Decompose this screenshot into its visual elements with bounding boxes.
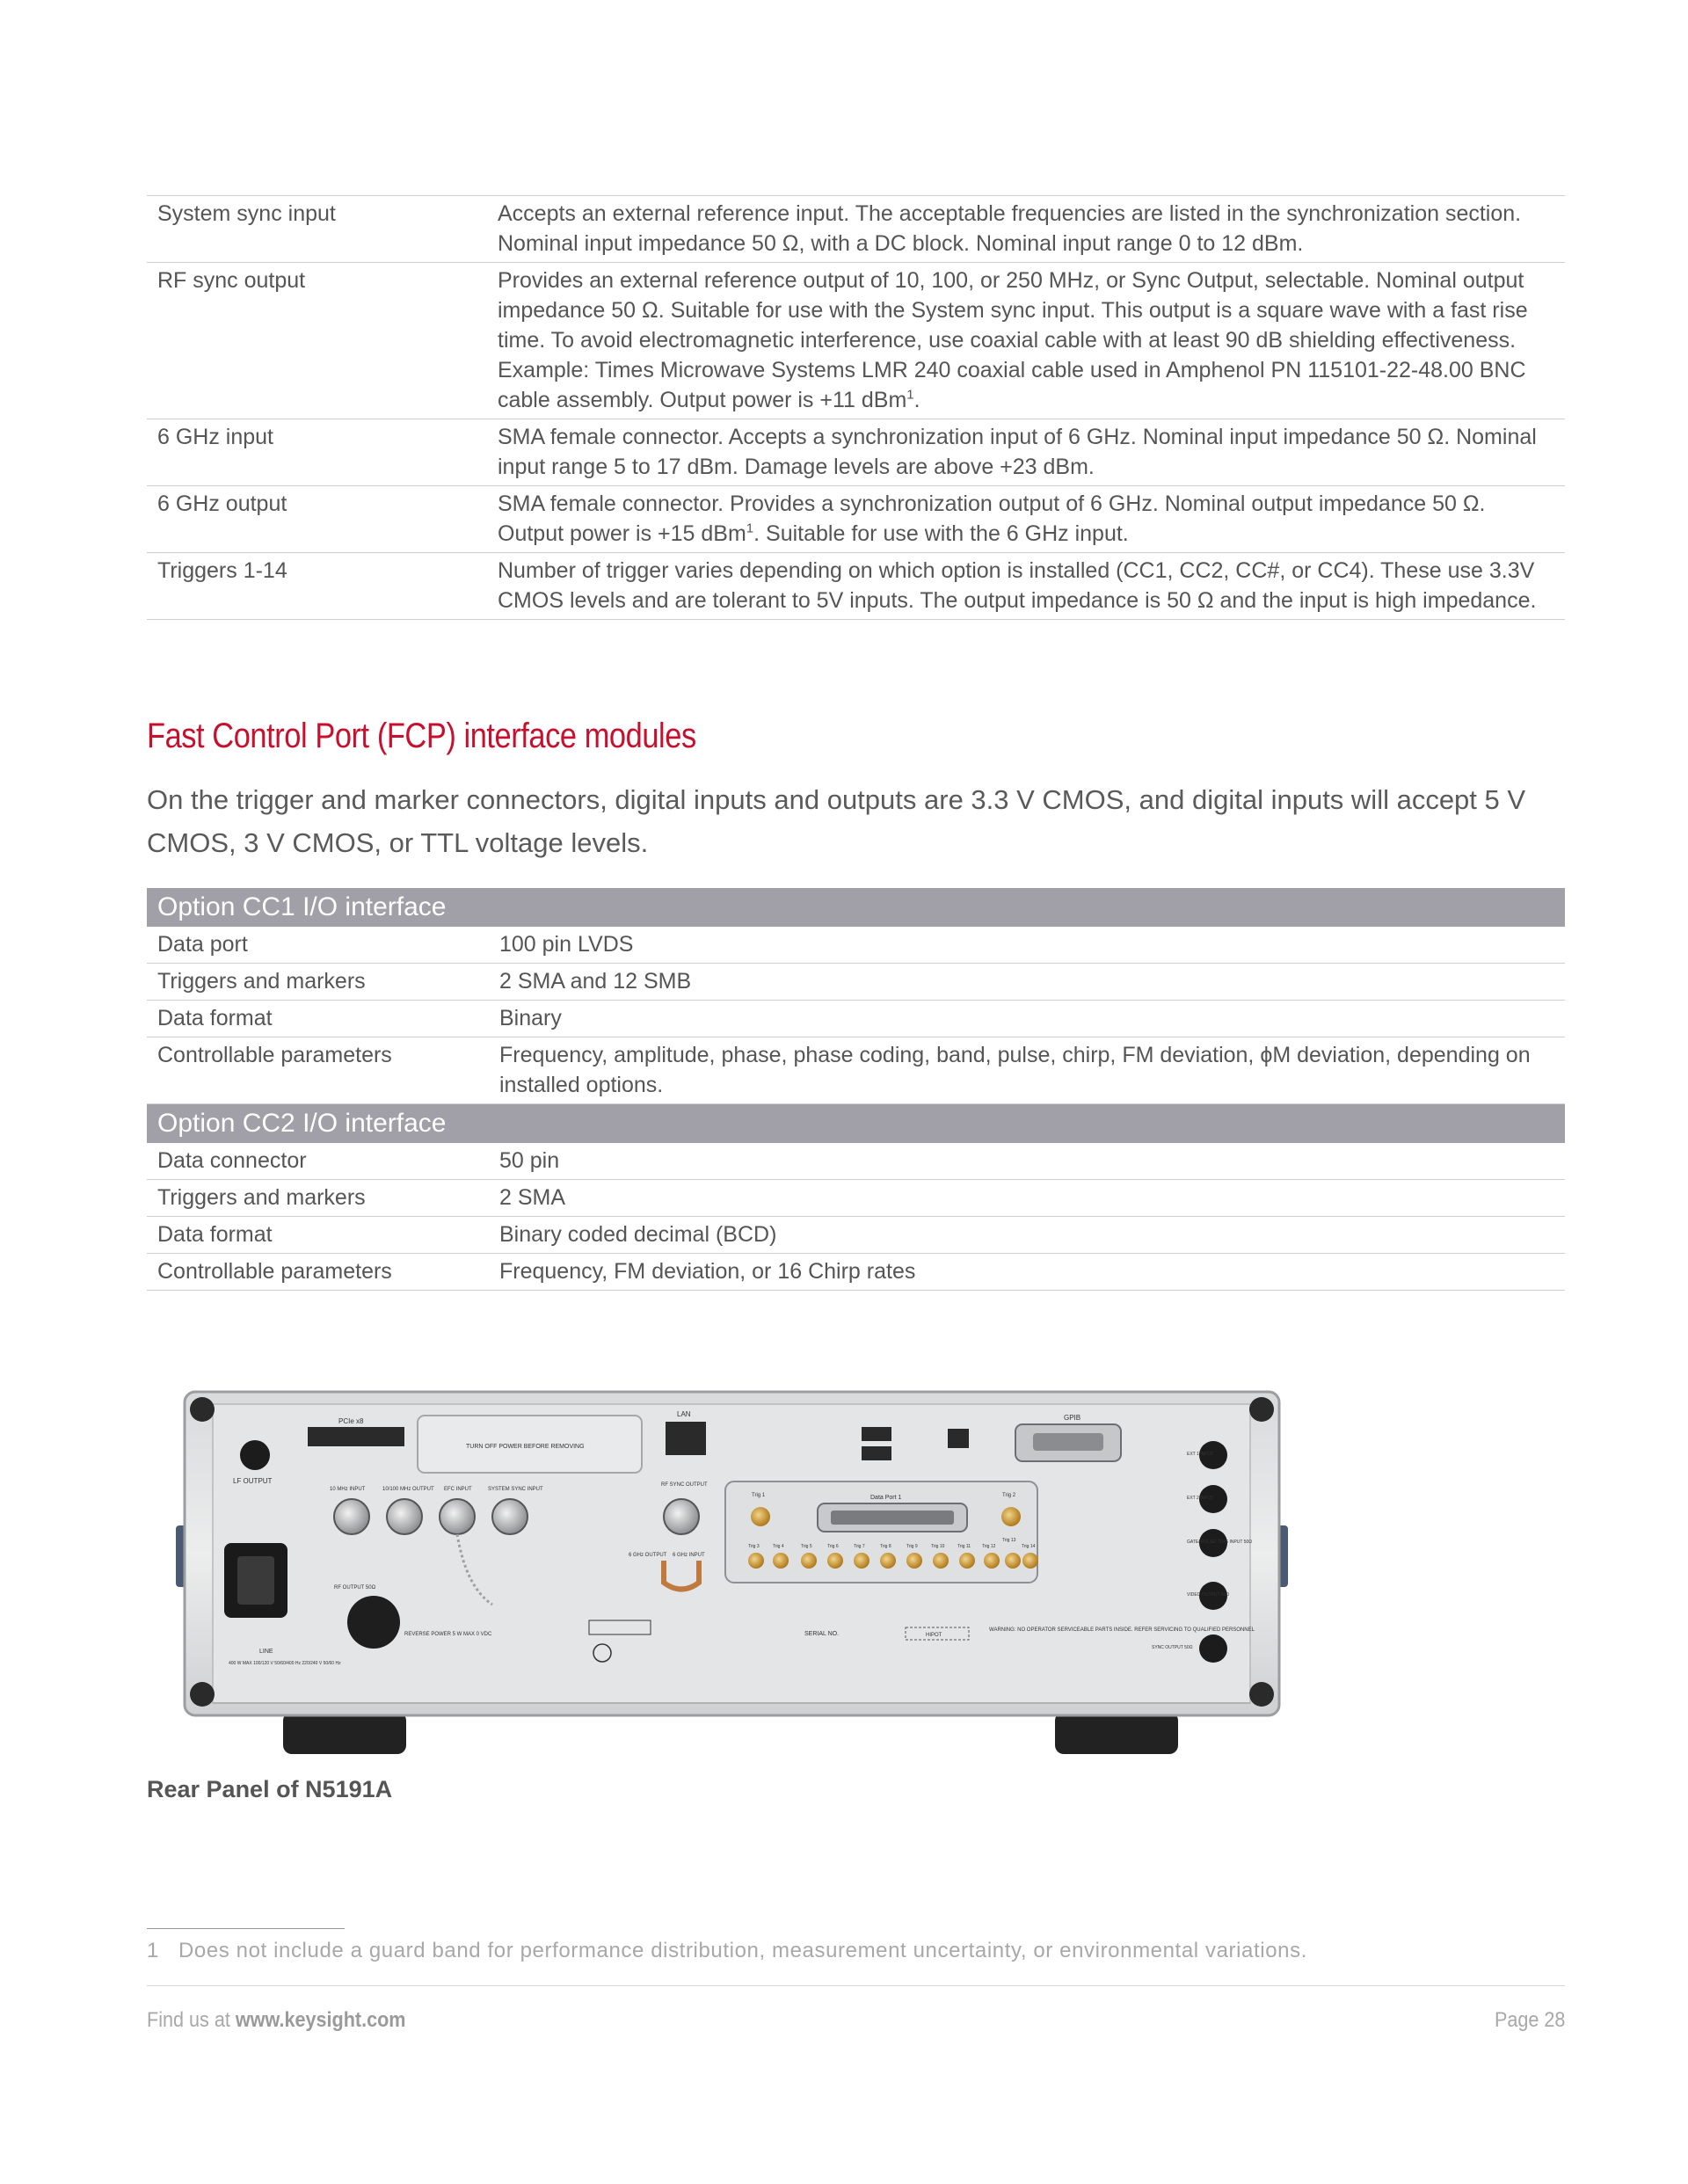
smb-trig6 <box>827 1553 843 1569</box>
spec-label: Triggers 1-14 <box>157 558 287 583</box>
label-trig3: Trig 3 <box>748 1544 760 1549</box>
foot-right <box>1055 1712 1178 1754</box>
label-10-100mhz-output: 10/100 MHz OUTPUT <box>382 1487 434 1492</box>
row-label: Triggers and markers <box>157 969 366 994</box>
hipot-label: HIPOT <box>926 1633 942 1638</box>
table-row <box>147 1180 1565 1217</box>
foot-left <box>283 1712 406 1754</box>
label-trig10: Trig 10 <box>931 1544 945 1549</box>
spec-desc: Provides an external reference output of 10, 100, or 250 MHz, or Sync Output, selectable. Nominal output impedance 50 Ω. Suitable for use with the System sync input. This output is a square wave with a fast rise time. To avoid electromagnetic interference, use coaxial cable with at least 90 dB shielding effectiveness. Example: Times Microwave Systems LMR 240 coaxial cable used in Amphenol PN 115101-22-48.00 BNC cable assembly. Output power is +11 dBm$^1$. <box>498 268 1528 412</box>
cc1-heading: Option CC1 I/O interface <box>147 888 1565 927</box>
power-spec-label: 400 W MAX 100/120 V 50/60/400 Hz 220/240 V 50/60 Hz <box>229 1661 341 1666</box>
label-trig13: Trig 13 <box>1002 1538 1016 1543</box>
label-6ghz-output: 6 GHz OUTPUT <box>629 1553 667 1558</box>
data-port-label: Data Port 1 <box>870 1495 902 1501</box>
smb-trig3 <box>748 1553 764 1569</box>
intro-paragraph: On the trigger and marker connectors, digital inputs and outputs are 3.3 V CMOS, and digital inputs will accept 5 V CMOS, 3 V CMOS, or TTL voltage levels. <box>147 784 1526 858</box>
pcie-label: PCIe x8 <box>338 1417 364 1425</box>
row-label: Data format <box>157 1222 273 1247</box>
lf-output-label: LF OUTPUT <box>233 1477 273 1485</box>
spec-row <box>147 263 1565 419</box>
spec-desc: Number of trigger varies depending on which option is installed (CC1, CC2, CC#, or CC4). These use 3.3V CMOS levels and are tolerant to 5V inputs. The output impedance is 50 Ω and the input is high impedance. <box>498 558 1537 613</box>
label-trig5: Trig 5 <box>801 1544 812 1549</box>
footnote <box>147 1939 1307 1963</box>
bnc-10-100mhz-output <box>387 1499 422 1534</box>
label-trig8: Trig 8 <box>880 1544 891 1549</box>
spec-row <box>147 196 1565 263</box>
row-label: Triggers and markers <box>157 1185 366 1210</box>
label-trig7: Trig 7 <box>854 1544 865 1549</box>
smb-trig8 <box>880 1553 896 1569</box>
label-trig6: Trig 6 <box>827 1544 839 1549</box>
label-trig12: Trig 12 <box>982 1544 996 1549</box>
corner-bumper <box>190 1397 215 1422</box>
sync-output-connector <box>1199 1634 1227 1663</box>
corner-bumper <box>1249 1682 1274 1707</box>
usb-b-port <box>948 1429 969 1448</box>
label-system-sync-input: SYSTEM SYNC INPUT <box>488 1487 543 1492</box>
sma-trig1 <box>751 1507 770 1526</box>
usb-port <box>862 1446 891 1460</box>
label-efc-input: EFC INPUT <box>444 1487 472 1492</box>
data-port-pins <box>831 1511 954 1525</box>
lan-label: LAN <box>677 1410 691 1418</box>
label-video: VIDEO OUTPUT 50Ω <box>1187 1592 1230 1598</box>
label-trig11: Trig 11 <box>957 1544 971 1549</box>
row-value: Binary coded decimal (BCD) <box>499 1222 777 1247</box>
cc1-heading-row <box>147 888 1565 927</box>
power-inlet-socket <box>237 1556 274 1605</box>
row-value: 100 pin LVDS <box>499 932 634 957</box>
label-trig9: Trig 9 <box>906 1544 918 1549</box>
spec-desc: SMA female connector. Provides a synchronization output of 6 GHz. Nominal output impedance 50 Ω. Output power is +15 dBm$^1$. Suitable for use with the 6 GHz input. <box>498 491 1486 546</box>
lan-port <box>666 1422 706 1455</box>
corner-bumper <box>1249 1397 1274 1422</box>
section-title: Fast Control Port (FCP) interface modules <box>147 717 696 755</box>
usb-port <box>862 1427 891 1441</box>
smb-trig5 <box>801 1553 817 1569</box>
row-value: 50 pin <box>499 1148 560 1173</box>
rear-panel-image <box>176 1385 1288 1763</box>
rf-output-connector <box>347 1596 400 1649</box>
spec-desc: Accepts an external reference input. The acceptable frequencies are listed in the synchronization section. Nominal input impedance 50 Ω, with a DC block. Nominal input range 0 to 12 dBm. <box>498 201 1522 256</box>
table-row <box>147 1001 1565 1037</box>
bnc-rf-sync-output <box>664 1499 699 1534</box>
warning-label: WARNING: NO OPERATOR SERVICEABLE PARTS INSIDE. REFER SERVICING TO QUALIFIED PERSONNEL <box>989 1627 1255 1633</box>
bnc-efc-input <box>440 1499 475 1534</box>
spec-label: RF sync output <box>157 268 306 293</box>
row-value: Binary <box>499 1006 562 1030</box>
smb-trig12 <box>984 1553 1000 1569</box>
reverse-power-label: REVERSE POWER 5 W MAX 0 VDC <box>404 1632 492 1637</box>
footer-url-link[interactable]: www.keysight.com <box>235 2008 406 2032</box>
smb-trig13 <box>1005 1553 1021 1569</box>
row-label: Controllable parameters <box>157 1259 392 1284</box>
rf-output-label: RF OUTPUT 50Ω <box>334 1585 376 1591</box>
lf-output-connector <box>240 1440 270 1470</box>
row-value: Frequency, FM deviation, or 16 Chirp rates <box>499 1259 916 1284</box>
smb-trig9 <box>906 1553 922 1569</box>
serial-label: SERIAL NO. <box>804 1631 840 1637</box>
smb-trig7 <box>854 1553 869 1569</box>
row-label: Data port <box>157 932 248 957</box>
row-label: Controllable parameters <box>157 1043 392 1067</box>
spec-label: 6 GHz output <box>157 491 287 516</box>
table-row <box>147 1143 1565 1180</box>
page-number: Page 28 <box>1494 2008 1565 2032</box>
table-row <box>147 1254 1565 1291</box>
gpib-pins <box>1033 1433 1103 1451</box>
label-trig1: Trig 1 <box>752 1493 766 1498</box>
smb-trig4 <box>773 1553 789 1569</box>
label-sync-out: SYNC OUTPUT 50Ω <box>1152 1645 1193 1650</box>
label-6ghz-input: 6 GHz INPUT <box>673 1553 705 1558</box>
table-row <box>147 1217 1565 1254</box>
spec-row <box>147 553 1565 620</box>
option-tables <box>147 888 1565 1291</box>
spec-label: 6 GHz input <box>157 425 274 449</box>
footnote-divider <box>147 1928 345 1929</box>
smb-trig14 <box>1022 1553 1038 1569</box>
smb-trig11 <box>959 1553 975 1569</box>
footnote-text: Does not include a guard band for performance distribution, measurement uncertainty, or environmental variations. <box>178 1939 1307 1962</box>
label-gate: GATE/ PULSE/ TRIG INPUT 50Ω <box>1187 1540 1253 1545</box>
footer-divider <box>147 1985 1565 1986</box>
row-value: Frequency, amplitude, phase, phase coding, band, pulse, chirp, FM deviation, ϕM deviation, depending on installed options. <box>499 1043 1531 1097</box>
table-row <box>147 927 1565 964</box>
spec-desc: SMA female connector. Accepts a synchronization input of 6 GHz. Nominal input impedance 50 Ω. Nominal input range 5 to 17 dBm. Damage levels are above +23 dBm. <box>498 425 1537 479</box>
bnc-10mhz-input <box>334 1499 369 1534</box>
row-label: Data connector <box>157 1148 307 1173</box>
spec-row <box>147 486 1565 553</box>
row-value: 2 SMA and 12 SMB <box>499 969 692 994</box>
figure-caption: Rear Panel of N5191A <box>147 1776 393 1802</box>
table-row <box>147 964 1565 1001</box>
turn-off-label: TURN OFF POWER BEFORE REMOVING <box>466 1444 585 1450</box>
row-value: 2 SMA <box>499 1185 566 1210</box>
corner-bumper <box>190 1682 215 1707</box>
spec-row <box>147 419 1565 486</box>
label-10mhz-input: 10 MHz INPUT <box>330 1487 366 1492</box>
label-trig2: Trig 2 <box>1002 1493 1016 1498</box>
label-ext1: EXT 1 INPUT <box>1187 1452 1214 1457</box>
label-trig14: Trig 14 <box>1022 1544 1036 1549</box>
label-rf-sync-output: RF SYNC OUTPUT <box>661 1482 708 1488</box>
pcie-slot <box>308 1427 404 1446</box>
bnc-system-sync-input <box>492 1499 528 1534</box>
sma-trig2 <box>1001 1507 1021 1526</box>
spec-label: System sync input <box>157 201 336 226</box>
label-ext2: EXT 2 INPUT <box>1187 1496 1214 1501</box>
table-row <box>147 1037 1565 1104</box>
line-label: LINE <box>259 1649 273 1655</box>
cc2-heading: Option CC2 I/O interface <box>147 1104 1565 1144</box>
label-trig4: Trig 4 <box>773 1544 784 1549</box>
row-label: Data format <box>157 1006 273 1030</box>
gpib-label: GPIB <box>1064 1414 1081 1422</box>
footer-find-prefix: Find us at <box>147 2008 236 2032</box>
footer-find-us <box>147 2008 406 2033</box>
smb-trig10 <box>933 1553 949 1569</box>
footnote-number: 1 <box>147 1939 159 1962</box>
cc2-heading-row <box>147 1104 1565 1144</box>
spec-table-sync <box>147 195 1565 620</box>
